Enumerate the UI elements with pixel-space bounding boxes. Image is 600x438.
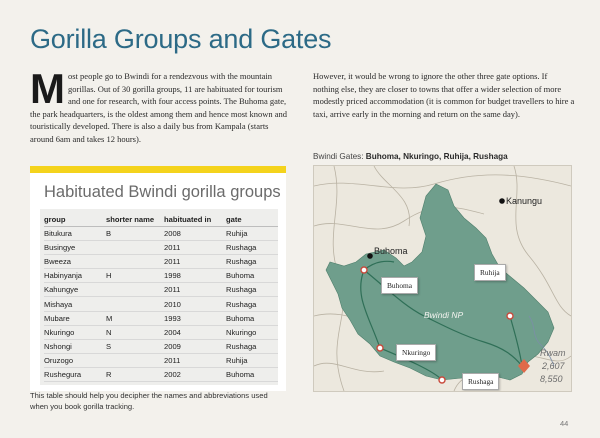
table-row bbox=[44, 325, 278, 339]
cell-shorter-name: M bbox=[106, 311, 164, 325]
cell-group: Bweeza bbox=[44, 255, 106, 269]
cell-shorter-name bbox=[106, 241, 164, 255]
cell-gate: Rushaga bbox=[226, 241, 278, 255]
kanungu-label: Kanungu bbox=[506, 196, 543, 206]
cell-group: Habinyanja bbox=[44, 269, 106, 283]
cell-gate: Buhoma bbox=[226, 269, 278, 283]
cell-group: Mubare bbox=[44, 311, 106, 325]
cell-habituated-in: 2004 bbox=[164, 325, 226, 339]
cell-gate: Nkuringo bbox=[226, 325, 278, 339]
table-row bbox=[44, 367, 278, 381]
cell-habituated-in: 2011 bbox=[164, 353, 226, 367]
header-gate: gate bbox=[226, 213, 278, 227]
rushaga-gate-label: Rushaga bbox=[462, 373, 499, 390]
table-row bbox=[44, 353, 278, 367]
buhoma-town-marker bbox=[367, 253, 373, 259]
gorilla-groups-table bbox=[44, 213, 278, 382]
table-row bbox=[44, 283, 278, 297]
cell-shorter-name: H bbox=[106, 269, 164, 283]
cell-group: Bitukura bbox=[44, 227, 106, 241]
cell-group: Mishaya bbox=[44, 297, 106, 311]
buhoma-town-label: Buhoma bbox=[374, 246, 408, 256]
cell-habituated-in: 1993 bbox=[164, 311, 226, 325]
cell-habituated-in: 2011 bbox=[164, 283, 226, 297]
drop-cap: M bbox=[30, 65, 65, 112]
gate-options-paragraph: However, it would be wrong to ignore the other three gate options. If nothing else, they are closer to towns that offer a wider selection of more modestly priced accommodation (it is common for budget travellers to hire a taxi, arrive early in the morning and return on the same day). bbox=[313, 71, 575, 119]
cell-shorter-name: S bbox=[106, 339, 164, 353]
map-graphic bbox=[314, 166, 571, 391]
cell-shorter-name bbox=[106, 353, 164, 367]
cell-habituated-in: 2011 bbox=[164, 255, 226, 269]
buhoma-gate-label: Buhoma bbox=[381, 277, 418, 294]
cell-group: Rushegura bbox=[44, 367, 106, 381]
map-caption bbox=[313, 152, 508, 161]
table-title: Habituated Bwindi gorilla groups bbox=[44, 183, 281, 201]
cell-gate: Rushaga bbox=[226, 297, 278, 311]
ruhija-gate-marker bbox=[507, 313, 513, 319]
cell-shorter-name bbox=[106, 297, 164, 311]
cell-group: Busingye bbox=[44, 241, 106, 255]
rushaga-gate-marker bbox=[439, 377, 445, 383]
nkuringo-gate-label: Nkuringo bbox=[396, 344, 436, 361]
map-caption-gates: Buhoma, Nkuringo, Ruhija, Rushaga bbox=[365, 152, 508, 161]
cell-gate: Rushaga bbox=[226, 339, 278, 353]
bwindi-map bbox=[313, 165, 572, 392]
buhoma-gate-marker bbox=[361, 267, 367, 273]
cell-habituated-in: 2010 bbox=[164, 297, 226, 311]
cell-gate: Ruhija bbox=[226, 353, 278, 367]
page-title: Gorilla Groups and Gates bbox=[30, 24, 332, 54]
cell-group: Oruzogo bbox=[44, 353, 106, 367]
table-row bbox=[44, 255, 278, 269]
cell-shorter-name: R bbox=[106, 367, 164, 381]
page-number: 44 bbox=[560, 419, 569, 428]
intro-paragraph bbox=[30, 65, 292, 146]
header-shorter-name: shorter name bbox=[106, 213, 164, 227]
nkuringo-gate-marker bbox=[377, 345, 383, 351]
peak-name-label: Rwam bbox=[540, 348, 566, 358]
table-background bbox=[40, 209, 278, 385]
cell-group: Kahungye bbox=[44, 283, 106, 297]
cell-shorter-name bbox=[106, 255, 164, 269]
cell-shorter-name: N bbox=[106, 325, 164, 339]
cell-habituated-in: 2002 bbox=[164, 367, 226, 381]
cell-group: Nshongi bbox=[44, 339, 106, 353]
cell-gate: Buhoma bbox=[226, 311, 278, 325]
table-row bbox=[44, 297, 278, 311]
table-row bbox=[44, 339, 278, 353]
cell-habituated-in: 2011 bbox=[164, 241, 226, 255]
intro-text: ost people go to Bwindi for a rendezvous with the mountain gorillas. Out of 30 gorilla groups, 11 are habituated for tourism and one for research, with four access points. The Buhoma gate, the park headquarters, is the oldest among them and hence most known and touristically developed. There is also a daily bus from Kampala (starts around 6am and takes 12 hours). bbox=[30, 71, 288, 144]
map-caption-prefix: Bwindi Gates: bbox=[313, 152, 364, 161]
cell-gate: Rushaga bbox=[226, 283, 278, 297]
cell-gate: Buhoma bbox=[226, 367, 278, 381]
table-row bbox=[44, 269, 278, 283]
cell-group: Nkuringo bbox=[44, 325, 106, 339]
cell-gate: Rushaga bbox=[226, 255, 278, 269]
peak-elevation-feet: 8,550 bbox=[540, 374, 563, 384]
table-row bbox=[44, 227, 278, 241]
cell-habituated-in: 1998 bbox=[164, 269, 226, 283]
cell-habituated-in: 2009 bbox=[164, 339, 226, 353]
table-row bbox=[44, 311, 278, 325]
table-row bbox=[44, 241, 278, 255]
ruhija-gate-label: Ruhija bbox=[474, 264, 506, 281]
cell-shorter-name bbox=[106, 283, 164, 297]
cell-shorter-name: B bbox=[106, 227, 164, 241]
header-group: group bbox=[44, 213, 106, 227]
header-habituated-in: habituated in bbox=[164, 213, 226, 227]
park-label: Bwindi NP bbox=[424, 310, 464, 320]
peak-elevation-meters: 2,607 bbox=[542, 361, 565, 371]
cell-habituated-in: 2008 bbox=[164, 227, 226, 241]
gorilla-groups-panel bbox=[30, 166, 286, 391]
cell-gate: Ruhija bbox=[226, 227, 278, 241]
table-header-row bbox=[44, 213, 278, 227]
kanungu-marker bbox=[499, 198, 505, 204]
table-caption: This table should help you decipher the names and abbreviations used when you book gorilla tracking. bbox=[30, 391, 268, 411]
